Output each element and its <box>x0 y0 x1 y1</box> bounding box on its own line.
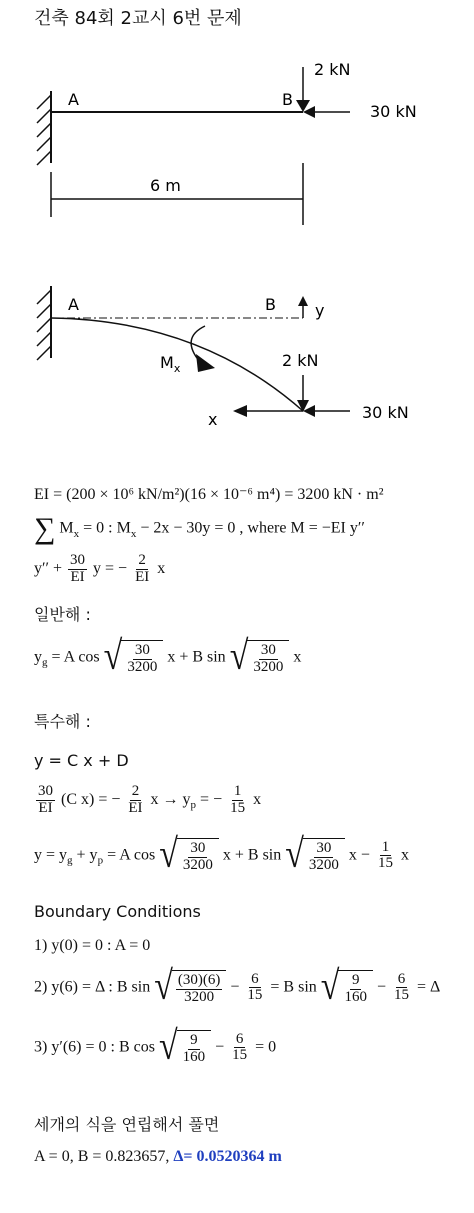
svg-text:B: B <box>265 295 276 314</box>
page-title: 건축 84회 2교시 6번 문제 <box>34 8 242 29</box>
svg-text:y: y <box>315 301 325 320</box>
moment-arrow-icon <box>196 354 215 372</box>
svg-text:x: x <box>208 410 218 429</box>
bc-3: 3) y′(6) = 0 : B cos √ $\frac{9}{160}$ − $\frac{6}{15}$ = 0 <box>34 1024 277 1069</box>
beam-diagram <box>0 45 474 235</box>
deflection-diagram <box>0 280 474 440</box>
svg-text:Mx: $M_x$ <box>160 353 181 375</box>
load-horizontal-label: 30 kN <box>370 102 417 121</box>
boundary-conditions-label: Boundary Conditions <box>34 902 201 921</box>
svg-text:30 kN: 30 kN <box>362 403 409 422</box>
general-solution: $y_g = A$ cos √ $\frac{30}{3200}$ x + B sin √ $\frac{30}{3200}$ x <box>34 634 302 679</box>
solve-label: 세개의 식을 연립해서 풀면 <box>34 1115 220 1134</box>
delta-result: Δ= 0.0520364 m <box>173 1148 282 1165</box>
arrow-left-icon <box>233 405 247 417</box>
general-solution-label: 일반해 : <box>34 605 91 624</box>
span-label: 6 m <box>150 176 181 195</box>
moment-equilibrium: ∑ $M_x = 0$ : $M_x - 2x - 30y = 0$ , where M = −EI y′′ <box>34 512 365 545</box>
label-b: B <box>282 90 293 109</box>
load-vertical-label: 2 kN <box>314 60 351 79</box>
particular-solution: $\frac{30}{EI}$ (C x) = − $\frac{2}{EI}$ $x \to y_p$ = − $\frac{1}{15}$ x <box>38 783 262 816</box>
svg-text:A: A <box>68 295 79 314</box>
final-result: A = 0, B = 0.823657, Δ= 0.0520364 m <box>34 1148 282 1165</box>
fixed-support-hatch <box>37 95 51 165</box>
total-solution: $y = y_g + y_p = A$ cos √ $\frac{30}{3200}$ x + B sin √ $\frac{30}{3200}$ x − $\frac{1}{15}$ x <box>34 832 409 877</box>
label-a: A <box>68 90 79 109</box>
governing-ode: y′′ + $\frac{30}{EI}$ y = − $\frac{2}{EI}$ x <box>34 552 166 585</box>
bc-2: 2) y(6) = Δ : B sin √ $\frac{(30)(6)}{3200}$ − $\frac{6}{15}$ = B sin √ $\frac{9}{160}$ − $\frac{6}{15}$ = Δ <box>34 964 441 1009</box>
ei-equation: EI = (200 × 10⁶ kN/m²)(16 × 10⁻⁶ m⁴) = 3200 kN · m² <box>34 486 384 503</box>
particular-solution-label: 특수해 : <box>34 712 91 731</box>
particular-guess: y = C x + D <box>34 751 129 770</box>
arrow-up-icon <box>298 296 308 306</box>
bc-1: 1) y(0) = 0 : A = 0 <box>34 937 151 954</box>
svg-text:2 kN: 2 kN <box>282 351 319 370</box>
